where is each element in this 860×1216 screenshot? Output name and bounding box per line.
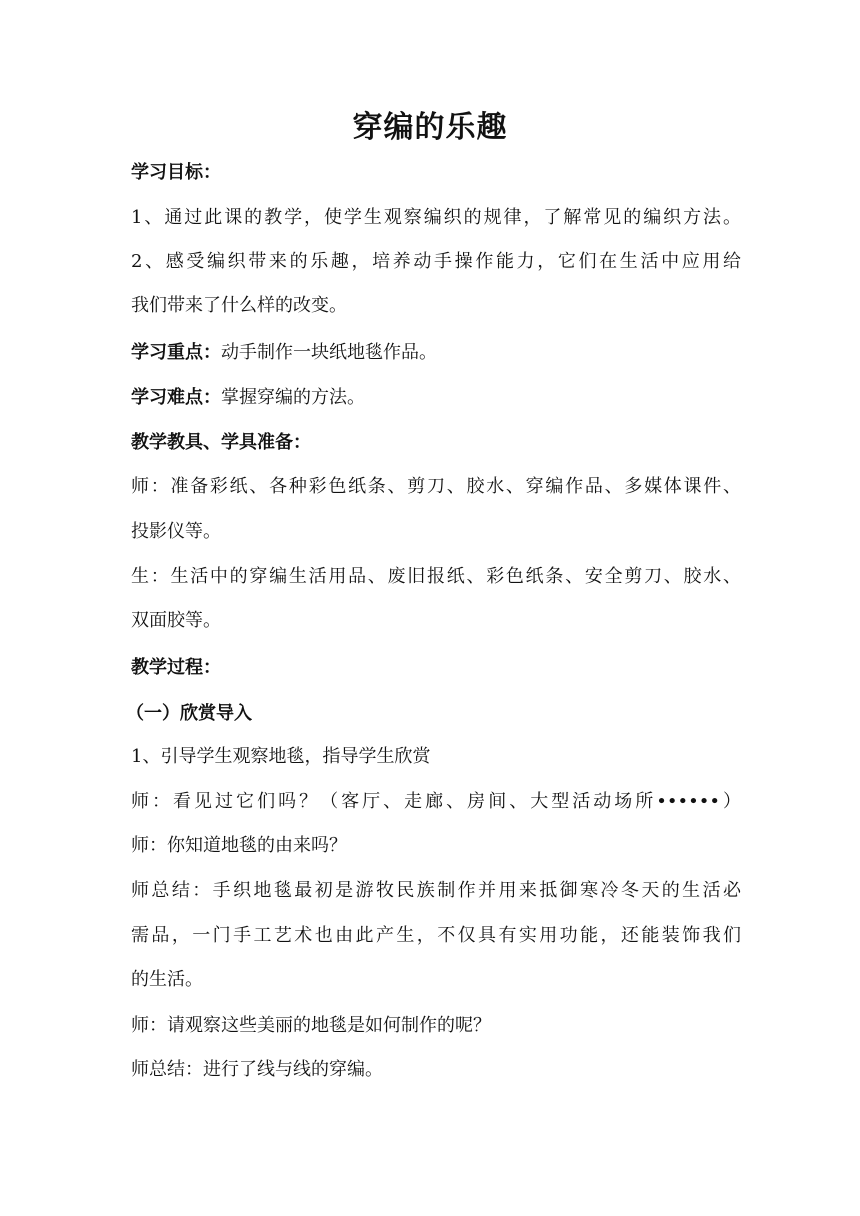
difficulty-label: 学习难点：	[131, 387, 221, 408]
objective-item-1: 1、通过此课的教学，使学生观察编织的规律，了解常见的编织方法。	[131, 207, 741, 228]
page-title: 穿编的乐趣	[352, 110, 508, 145]
process-summary-1-line-3: 的生活。	[131, 969, 203, 990]
key-point-row	[131, 339, 741, 367]
process-summary-1-line-2: 需品，一门手工艺术也由此产生，不仅具有实用功能，还能装饰我们	[131, 925, 741, 946]
section-1-heading: （一）欣赏导入	[126, 703, 252, 724]
objectives-heading: 学习目标：	[131, 162, 221, 183]
prep-student-line-2: 双面胶等。	[131, 610, 221, 631]
objective-item-2-line-1: 2、感受编织带来的乐趣，培养动手操作能力，它们在生活中应用给	[131, 251, 741, 272]
prep-student-line-1: 生：生活中的穿编生活用品、废旧报纸、彩色纸条、安全剪刀、胶水、	[131, 566, 741, 587]
prep-heading: 教学教具、学具准备：	[131, 432, 311, 453]
objective-item-2-line-2: 我们带来了什么样的改变。	[131, 295, 347, 316]
process-question-2: 师：你知道地毯的由来吗？	[131, 835, 347, 856]
process-step-1: 1、引导学生观察地毯，指导学生欣赏	[131, 746, 431, 767]
prep-teacher-line-1: 师：准备彩纸、各种彩色纸条、剪刀、胶水、穿编作品、多媒体课件、	[131, 476, 741, 497]
key-point-text: 动手制作一块纸地毯作品。	[221, 342, 437, 363]
process-heading: 教学过程：	[131, 657, 221, 678]
key-point-label: 学习重点：	[131, 342, 221, 363]
process-summary-2: 师总结：进行了线与线的穿编。	[131, 1059, 383, 1080]
difficulty-text: 掌握穿编的方法。	[221, 387, 365, 408]
process-summary-1-line-1: 师总结：手织地毯最初是游牧民族制作并用来抵御寒冷冬天的生活必	[131, 880, 741, 901]
process-question-3: 师：请观察这些美丽的地毯是如何制作的呢？	[131, 1015, 491, 1036]
difficulty-row	[131, 384, 741, 412]
prep-teacher-line-2: 投影仪等。	[131, 521, 221, 542]
process-question-1: 师：看见过它们吗？（客厅、走廊、房间、大型活动场所••••••）	[131, 791, 741, 812]
